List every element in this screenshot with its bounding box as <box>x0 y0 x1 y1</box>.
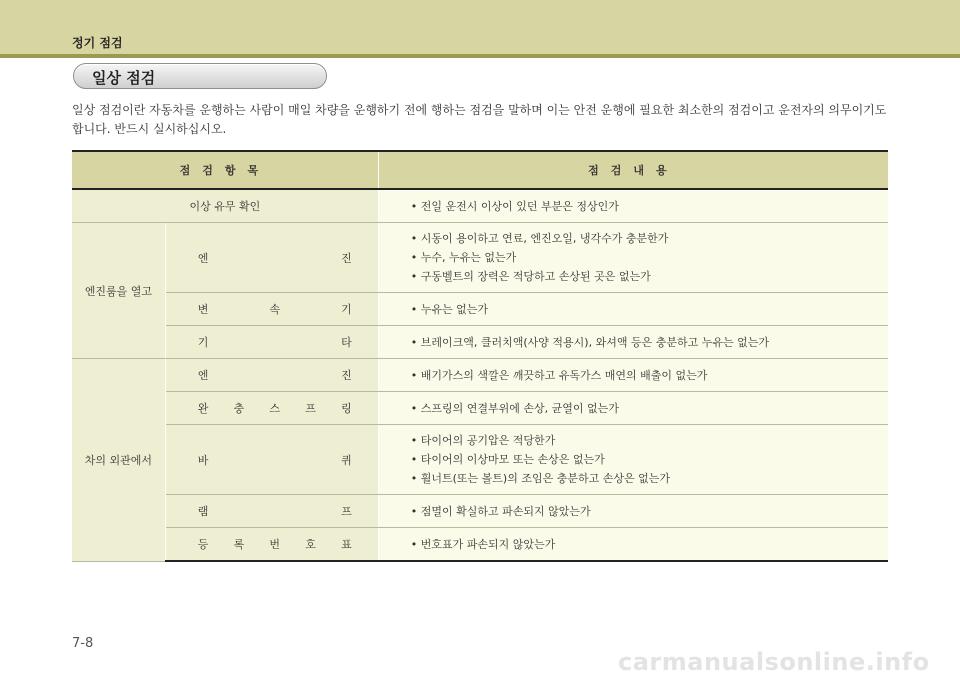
table-row <box>72 359 888 392</box>
section-title-pill <box>73 63 327 89</box>
contents-list <box>411 535 888 554</box>
contents-cell <box>378 528 888 562</box>
contents-list <box>411 431 888 488</box>
contents-list <box>411 300 888 319</box>
item-char: 엔 <box>197 369 209 382</box>
category-cell: 엔진룸을 열고 <box>72 223 165 359</box>
list-item: • 누수, 누유는 없는가 <box>411 248 888 267</box>
category-cell: 차의 외관에서 <box>72 359 165 562</box>
item-label <box>198 367 352 383</box>
header-divider <box>0 54 960 58</box>
chapter-title: 정기 점검 <box>72 36 123 50</box>
table-row <box>72 293 888 326</box>
item-cell <box>165 293 378 326</box>
item-cell <box>165 392 378 425</box>
item-label <box>198 334 352 350</box>
item-cell <box>165 495 378 528</box>
item-char: 퀴 <box>341 453 352 467</box>
contents-list <box>411 197 888 216</box>
item-label <box>198 250 352 266</box>
list-item: • 점멸이 확실하고 파손되지 않았는가 <box>411 502 888 521</box>
contents-cell <box>378 189 888 223</box>
item-char: 기 <box>197 336 209 349</box>
item-char: 번 <box>269 538 281 551</box>
item-cell <box>165 425 378 495</box>
intro-paragraph: 일상 점검이란 자동차를 운행하는 사람이 매일 차량을 운행하기 전에 행하는 점검을 말하며 이는 안전 운행에 필요한 최소한의 점검이고 운전자의 의무이기도 합니다. 반드시 실시하십시오. <box>72 103 887 136</box>
list-item: • 구동벨트의 장력은 적당하고 손상된 곳은 없는가 <box>411 267 888 286</box>
list-item: • 누유는 없는가 <box>411 300 888 319</box>
contents-list <box>411 333 888 352</box>
table-row <box>72 223 888 293</box>
item-char: 등 <box>197 538 209 551</box>
header-band <box>0 0 960 54</box>
item-label <box>198 503 352 519</box>
contents-cell <box>378 293 888 326</box>
contents-list <box>411 229 888 286</box>
item-label <box>198 536 352 552</box>
item-char: 록 <box>233 538 245 551</box>
item-char: 진 <box>341 251 352 265</box>
list-item: • 시동이 용이하고 연료, 엔진오일, 냉각수가 충분한가 <box>411 229 888 248</box>
contents-cell <box>378 326 888 359</box>
contents-cell <box>378 392 888 425</box>
item-cell <box>165 528 378 562</box>
item-cell <box>165 326 378 359</box>
list-item: • 휠너트(또는 볼트)의 조임은 충분하고 손상은 없는가 <box>411 469 888 488</box>
item-char: 진 <box>341 369 352 382</box>
contents-cell <box>378 495 888 528</box>
list-item: • 브레이크액, 클러치액(사양 적용시), 와셔액 등은 충분하고 누유는 없는가 <box>411 333 888 352</box>
list-item: • 타이어의 공기압은 적당한가 <box>411 431 888 450</box>
item-char: 완 <box>197 402 209 415</box>
item-char: 기 <box>341 303 352 316</box>
item-char: 호 <box>305 538 316 551</box>
item-cell <box>165 223 378 293</box>
header-check-items: 점검항목 <box>72 151 378 189</box>
contents-list <box>411 502 888 521</box>
watermark: carmanualsonline.info <box>618 648 930 676</box>
contents-cell <box>378 359 888 392</box>
page-number: 7-8 <box>72 636 94 651</box>
table-row <box>72 326 888 359</box>
header-check-contents: 점검내용 <box>378 151 888 189</box>
item-label <box>198 400 352 416</box>
item-cell <box>165 359 378 392</box>
item-char: 속 <box>269 303 281 316</box>
list-item: • 배기가스의 색깔은 깨끗하고 유독가스 매연의 배출이 없는가 <box>411 366 888 385</box>
list-item: • 스프링의 연결부위에 손상, 균열이 없는가 <box>411 399 888 418</box>
item-char: 타 <box>341 336 352 349</box>
item-char: 충 <box>233 402 245 415</box>
list-item: • 타이어의 이상마모 또는 손상은 없는가 <box>411 450 888 469</box>
list-item: • 전일 운전시 이상이 있던 부분은 정상인가 <box>411 197 888 216</box>
contents-cell <box>378 425 888 495</box>
item-label <box>198 452 352 468</box>
table-body <box>72 189 888 561</box>
table-row <box>72 189 888 223</box>
item-char: 표 <box>341 538 352 551</box>
table-row <box>72 528 888 562</box>
contents-list <box>411 399 888 418</box>
contents-list <box>411 366 888 385</box>
category-cell: 이상 유무 확인 <box>72 189 378 223</box>
section-title: 일상 점검 <box>92 69 156 87</box>
item-char: 변 <box>197 303 209 316</box>
item-char: 바 <box>197 453 209 467</box>
item-char: 엔 <box>197 251 209 265</box>
list-item: • 번호표가 파손되지 않았는가 <box>411 535 888 554</box>
item-char: 링 <box>341 402 352 415</box>
table-row <box>72 495 888 528</box>
item-char: 프 <box>305 402 316 415</box>
item-char: 프 <box>341 505 352 518</box>
item-char: 램 <box>197 505 209 518</box>
table-row <box>72 425 888 495</box>
item-label <box>198 301 352 317</box>
item-char: 스 <box>269 402 281 415</box>
table-row <box>72 392 888 425</box>
inspection-table <box>72 150 888 562</box>
contents-cell <box>378 223 888 293</box>
table-header-row <box>72 151 888 189</box>
